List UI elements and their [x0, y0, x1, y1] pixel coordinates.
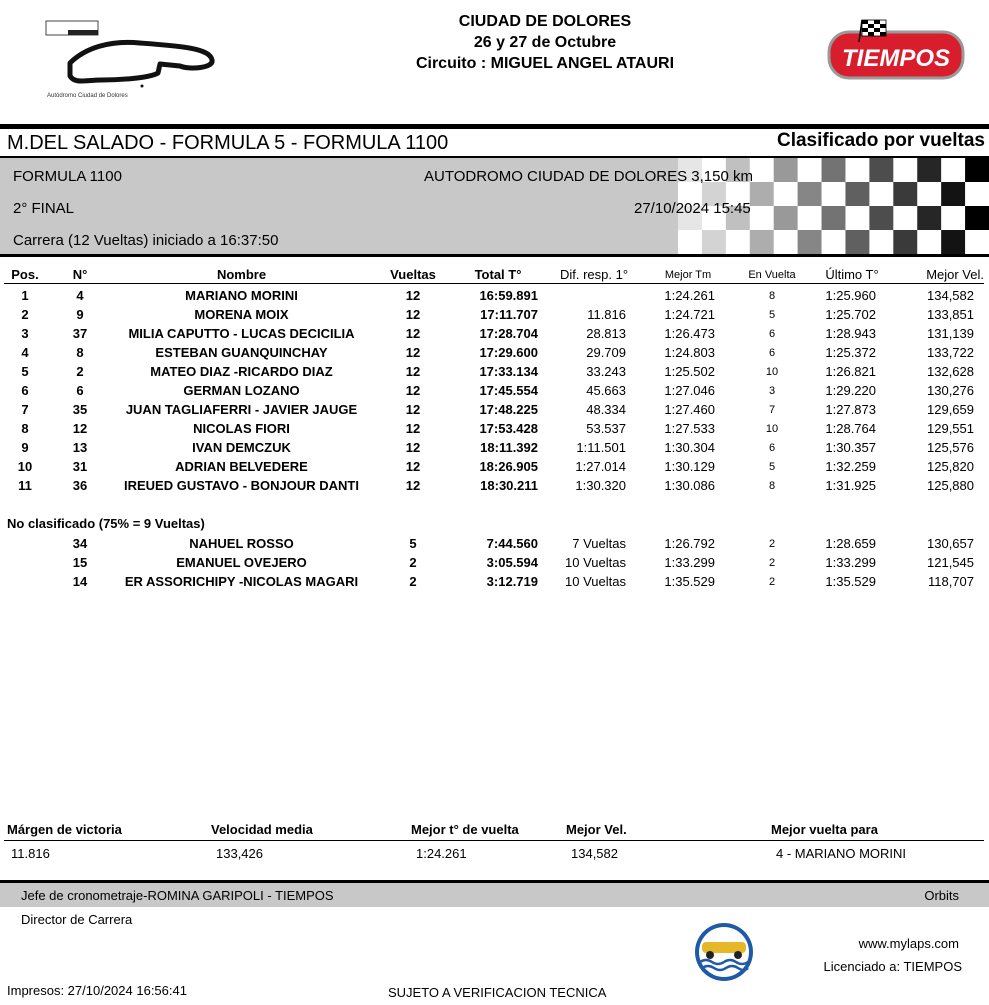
flag-square	[941, 158, 965, 183]
cell-laps: 2	[409, 574, 417, 589]
cell-number: 31	[72, 459, 88, 474]
cell-last-time: 1:25.960	[825, 288, 876, 303]
cell-total-time: 7:44.560	[486, 536, 538, 551]
col-header-num: N°	[72, 267, 88, 282]
cell-best-time: 1:24.803	[664, 345, 715, 360]
series-title: M.DEL SALADO - FORMULA 5 - FORMULA 1100	[7, 132, 449, 154]
cell-number: 13	[72, 440, 88, 455]
classification-title: Clasificado por vueltas	[776, 130, 985, 151]
flag-square	[774, 158, 798, 183]
table-row	[0, 572, 989, 591]
cell-number: 14	[72, 574, 88, 589]
cell-position: 7	[21, 402, 29, 417]
best-speed-label: Mejor Vel.	[566, 822, 627, 837]
cell-laps: 12	[405, 459, 421, 474]
cell-best-lap-number: 2	[768, 576, 776, 588]
cell-best-lap-number: 5	[768, 309, 776, 321]
cell-best-speed: 132,628	[927, 364, 974, 379]
cell-best-speed: 131,139	[927, 326, 974, 341]
cell-gap: 1:27.014	[575, 459, 626, 474]
table-row	[0, 553, 989, 572]
orbits-label: Orbits	[924, 888, 959, 903]
event-category: FORMULA 1100	[13, 168, 122, 185]
event-city: CIUDAD DE DOLORES	[458, 13, 632, 30]
cell-laps: 12	[405, 402, 421, 417]
flag-square	[822, 230, 846, 254]
flag-square	[893, 158, 917, 183]
cell-last-time: 1:25.372	[825, 345, 876, 360]
cell-laps: 12	[405, 326, 421, 341]
flag-square	[798, 230, 822, 254]
cell-driver-name: MORENA MOIX	[194, 307, 289, 322]
flag-square	[869, 182, 893, 207]
col-header-on-lap: En Vuelta	[748, 269, 796, 281]
not-classified-title: No clasificado (75% = 9 Vueltas)	[7, 516, 205, 531]
flag-square	[822, 206, 846, 231]
flag-square	[678, 230, 702, 254]
cell-best-speed: 134,582	[927, 288, 974, 303]
cell-position: 5	[21, 364, 29, 379]
cell-last-time: 1:26.821	[825, 364, 876, 379]
cell-best-speed: 125,880	[927, 478, 974, 493]
cell-best-speed: 130,276	[927, 383, 974, 398]
flag-square	[798, 182, 822, 207]
best-lap-for-label: Mejor vuelta para	[771, 822, 878, 837]
cell-position: 8	[21, 421, 29, 436]
cell-laps: 2	[409, 555, 417, 570]
cell-best-speed: 129,551	[927, 421, 974, 436]
divider	[4, 283, 984, 284]
cell-last-time: 1:28.659	[825, 536, 876, 551]
cell-laps: 12	[405, 307, 421, 322]
cell-gap: 53.537	[586, 421, 626, 436]
col-header-diff: Dif. resp. 1°	[559, 267, 629, 282]
cell-laps: 12	[405, 345, 421, 360]
cell-driver-name: IVAN DEMCZUK	[192, 440, 291, 455]
cell-last-time: 1:31.925	[825, 478, 876, 493]
flag-square	[869, 230, 893, 254]
cell-best-speed: 125,820	[927, 459, 974, 474]
best-lap-label: Mejor t° de vuelta	[411, 822, 519, 837]
table-row	[0, 362, 989, 381]
flag-square	[917, 158, 941, 183]
cell-best-time: 1:30.304	[664, 440, 715, 455]
flag-square	[941, 206, 965, 231]
best-speed-value: 134,582	[571, 846, 618, 861]
cell-driver-name: ESTEBAN GUANQUINCHAY	[155, 345, 328, 360]
cell-total-time: 17:45.554	[479, 383, 538, 398]
col-header-best-speed: Mejor Vel.	[926, 267, 984, 282]
flag-square	[822, 158, 846, 183]
cell-last-time: 1:28.943	[825, 326, 876, 341]
cell-last-time: 1:32.259	[825, 459, 876, 474]
autodromo-logo	[40, 18, 230, 104]
cell-total-time: 17:11.707	[480, 307, 538, 322]
flag-square	[798, 206, 822, 231]
race-director: Director de Carrera	[21, 912, 133, 927]
table-row	[0, 305, 989, 324]
cell-best-time: 1:33.299	[664, 555, 715, 570]
flag-square	[798, 158, 822, 183]
cell-gap: 10 Vueltas	[565, 555, 626, 570]
cell-best-lap-number: 6	[768, 442, 776, 454]
table-row	[0, 286, 989, 305]
cell-gap: 7 Vueltas	[572, 536, 626, 551]
cell-gap: 1:11.501	[576, 440, 626, 455]
cell-position: 1	[21, 288, 29, 303]
table-row	[0, 438, 989, 457]
flag-square	[965, 182, 989, 207]
table-row	[0, 324, 989, 343]
margin-value: 11.816	[11, 846, 50, 861]
autodromo-logo-caption: Autódromo Ciudad de Dolores	[47, 93, 128, 99]
cell-number: 12	[72, 421, 88, 436]
flag-square	[941, 182, 965, 207]
flag-square	[893, 230, 917, 254]
cell-driver-name: MATEO DIAZ -RICARDO DIAZ	[150, 364, 333, 379]
event-dates: 26 y 27 de Octubre	[473, 34, 617, 51]
cell-best-lap-number: 5	[768, 461, 776, 473]
cell-total-time: 17:33.134	[479, 364, 538, 379]
cell-best-lap-number: 2	[768, 557, 776, 569]
cell-total-time: 16:59.891	[479, 288, 538, 303]
flag-square	[917, 206, 941, 231]
flag-square	[893, 206, 917, 231]
cell-driver-name: ADRIAN BELVEDERE	[175, 459, 308, 474]
avg-speed-label: Velocidad media	[211, 822, 313, 837]
cell-last-time: 1:27.873	[825, 402, 876, 417]
cell-best-time: 1:27.460	[664, 402, 715, 417]
cell-number: 34	[72, 536, 88, 551]
cell-best-time: 1:24.261	[664, 288, 715, 303]
cell-gap: 28.813	[586, 326, 626, 341]
table-row	[0, 534, 989, 553]
flag-square	[893, 182, 917, 207]
flag-square	[702, 230, 726, 254]
cell-best-time: 1:35.529	[664, 574, 715, 589]
flag-square	[917, 182, 941, 207]
col-header-total: Total T°	[474, 267, 522, 282]
race-info: Carrera (12 Vueltas) iniciado a 16:37:50	[13, 232, 279, 249]
cell-driver-name: EMANUEL OVEJERO	[176, 555, 307, 570]
cell-best-time: 1:25.502	[664, 364, 715, 379]
flag-square	[750, 158, 774, 183]
flag-square	[869, 158, 893, 183]
flag-square	[845, 206, 869, 231]
cell-best-speed: 125,576	[927, 440, 974, 455]
cell-best-speed: 121,545	[927, 555, 974, 570]
event-circuit: Circuito : MIGUEL ANGEL ATAURI	[415, 55, 675, 72]
cell-gap: 45.663	[586, 383, 626, 398]
cell-best-time: 1:30.129	[664, 459, 715, 474]
cell-gap: 10 Vueltas	[565, 574, 626, 589]
timekeeper: Jefe de cronometraje-ROMINA GARIPOLI - TIEMPOS	[21, 888, 334, 903]
cell-driver-name: MILIA CAPUTTO - LUCAS DECICILIA	[128, 326, 355, 341]
cell-driver-name: JUAN TAGLIAFERRI - JAVIER JAUGE	[125, 402, 358, 417]
cell-number: 6	[76, 383, 84, 398]
verification-notice: SUJETO A VERIFICACION TECNICA	[388, 985, 607, 1000]
flag-square	[941, 230, 965, 254]
cell-last-time: 1:29.220	[825, 383, 876, 398]
flag-square	[965, 206, 989, 231]
cell-position: 10	[17, 459, 33, 474]
cell-best-lap-number: 8	[768, 480, 776, 492]
cell-driver-name: IREUED GUSTAVO - BONJOUR DANTI	[124, 478, 359, 493]
cell-best-speed: 118,707	[927, 574, 974, 589]
flag-square	[822, 182, 846, 207]
flag-square	[774, 182, 798, 207]
cell-laps: 12	[405, 421, 421, 436]
event-track: AUTODROMO CIUDAD DE DOLORES 3,150 km	[424, 168, 753, 185]
cell-laps: 12	[405, 478, 421, 493]
flag-square	[774, 206, 798, 231]
cell-position: 6	[21, 383, 29, 398]
cell-driver-name: NAHUEL ROSSO	[189, 536, 294, 551]
cell-last-time: 1:35.529	[825, 574, 876, 589]
cell-number: 9	[76, 307, 84, 322]
divider	[0, 254, 989, 257]
col-header-pos: Pos.	[11, 267, 39, 282]
cell-position: 2	[21, 307, 29, 322]
flag-square	[917, 230, 941, 254]
cell-best-lap-number: 6	[768, 347, 776, 359]
cell-best-time: 1:26.792	[664, 536, 715, 551]
cell-gap: 48.334	[586, 402, 626, 417]
cell-total-time: 18:30.211	[480, 478, 538, 493]
cell-total-time: 18:26.905	[479, 459, 538, 474]
cell-best-lap-number: 6	[768, 328, 776, 340]
cell-best-lap-number: 8	[768, 290, 776, 302]
cell-best-lap-number: 10	[765, 366, 779, 378]
divider	[0, 124, 989, 129]
flag-square	[774, 230, 798, 254]
margin-label: Márgen de victoria	[7, 822, 122, 837]
event-datetime: 27/10/2024 15:45	[634, 200, 751, 217]
cell-laps: 12	[405, 383, 421, 398]
cell-number: 36	[72, 478, 88, 493]
flag-square	[750, 230, 774, 254]
cell-position: 4	[21, 345, 29, 360]
flag-square	[845, 182, 869, 207]
flag-square	[750, 182, 774, 207]
tiempos-logo-text: TIEMPOS	[841, 45, 951, 72]
cell-driver-name: NICOLAS FIORI	[193, 421, 290, 436]
table-row	[0, 343, 989, 362]
mylaps-logo	[692, 922, 756, 982]
cell-last-time: 1:33.299	[825, 555, 876, 570]
cell-best-time: 1:26.473	[664, 326, 715, 341]
cell-gap: 29.709	[586, 345, 626, 360]
cell-best-speed: 129,659	[927, 402, 974, 417]
cell-best-lap-number: 7	[768, 404, 776, 416]
cell-best-time: 1:27.046	[664, 383, 715, 398]
cell-last-time: 1:28.764	[825, 421, 876, 436]
cell-total-time: 17:28.704	[479, 326, 538, 341]
flag-square	[965, 230, 989, 254]
printed-timestamp: Impresos: 27/10/2024 16:56:41	[7, 983, 187, 998]
cell-best-lap-number: 2	[768, 538, 776, 550]
cell-total-time: 18:11.392	[480, 440, 538, 455]
cell-best-speed: 130,657	[927, 536, 974, 551]
cell-total-time: 17:53.428	[479, 421, 538, 436]
cell-laps: 12	[405, 364, 421, 379]
website[interactable]: www.mylaps.com	[858, 936, 959, 951]
flag-square	[750, 206, 774, 231]
cell-gap: 11.816	[587, 307, 626, 322]
col-header-laps: Vueltas	[390, 267, 436, 282]
cell-best-time: 1:24.721	[664, 307, 715, 322]
flag-square	[869, 206, 893, 231]
col-header-last: Último T°	[825, 267, 879, 282]
cell-driver-name: MARIANO MORINI	[185, 288, 298, 303]
table-row	[0, 400, 989, 419]
cell-best-speed: 133,722	[927, 345, 974, 360]
cell-driver-name: ER ASSORICHIPY -NICOLAS MAGARI	[124, 574, 359, 589]
cell-number: 35	[72, 402, 88, 417]
cell-total-time: 17:29.600	[479, 345, 538, 360]
cell-best-speed: 133,851	[927, 307, 974, 322]
cell-position: 11	[18, 478, 32, 493]
best-lap-for-value: 4 - MARIANO MORINI	[776, 846, 907, 861]
cell-laps: 12	[405, 440, 421, 455]
cell-driver-name: GERMAN LOZANO	[183, 383, 300, 398]
flag-square	[845, 158, 869, 183]
cell-number: 4	[76, 288, 84, 303]
cell-best-lap-number: 3	[768, 385, 776, 397]
cell-total-time: 3:05.594	[486, 555, 538, 570]
col-header-best-time: Mejor Tm	[664, 269, 712, 281]
cell-gap: 33.243	[586, 364, 626, 379]
flag-square	[726, 230, 750, 254]
cell-gap: 1:30.320	[575, 478, 626, 493]
flag-square	[845, 230, 869, 254]
cell-number: 8	[76, 345, 84, 360]
best-lap-value: 1:24.261	[416, 846, 467, 861]
table-row	[0, 419, 989, 438]
table-row	[0, 381, 989, 400]
cell-number: 15	[72, 555, 88, 570]
avg-speed-value: 133,426	[216, 846, 263, 861]
col-header-name: Nombre	[216, 267, 267, 282]
cell-last-time: 1:30.357	[825, 440, 876, 455]
cell-position: 3	[21, 326, 29, 341]
tiempos-logo	[826, 18, 966, 84]
cell-total-time: 17:48.225	[479, 402, 538, 417]
cell-best-time: 1:27.533	[664, 421, 715, 436]
cell-number: 2	[76, 364, 84, 379]
cell-last-time: 1:25.702	[825, 307, 876, 322]
cell-position: 9	[21, 440, 29, 455]
cell-number: 37	[72, 326, 88, 341]
flag-square	[965, 158, 989, 183]
cell-best-time: 1:30.086	[664, 478, 715, 493]
event-session: 2° FINAL	[13, 200, 75, 217]
cell-laps: 5	[409, 536, 417, 551]
licensed-to: Licenciado a: TIEMPOS	[823, 959, 962, 974]
cell-laps: 12	[405, 288, 421, 303]
cell-total-time: 3:12.719	[486, 574, 538, 589]
table-row	[0, 457, 989, 476]
cell-best-lap-number: 10	[765, 423, 779, 435]
table-row	[0, 476, 989, 495]
divider	[4, 840, 984, 841]
